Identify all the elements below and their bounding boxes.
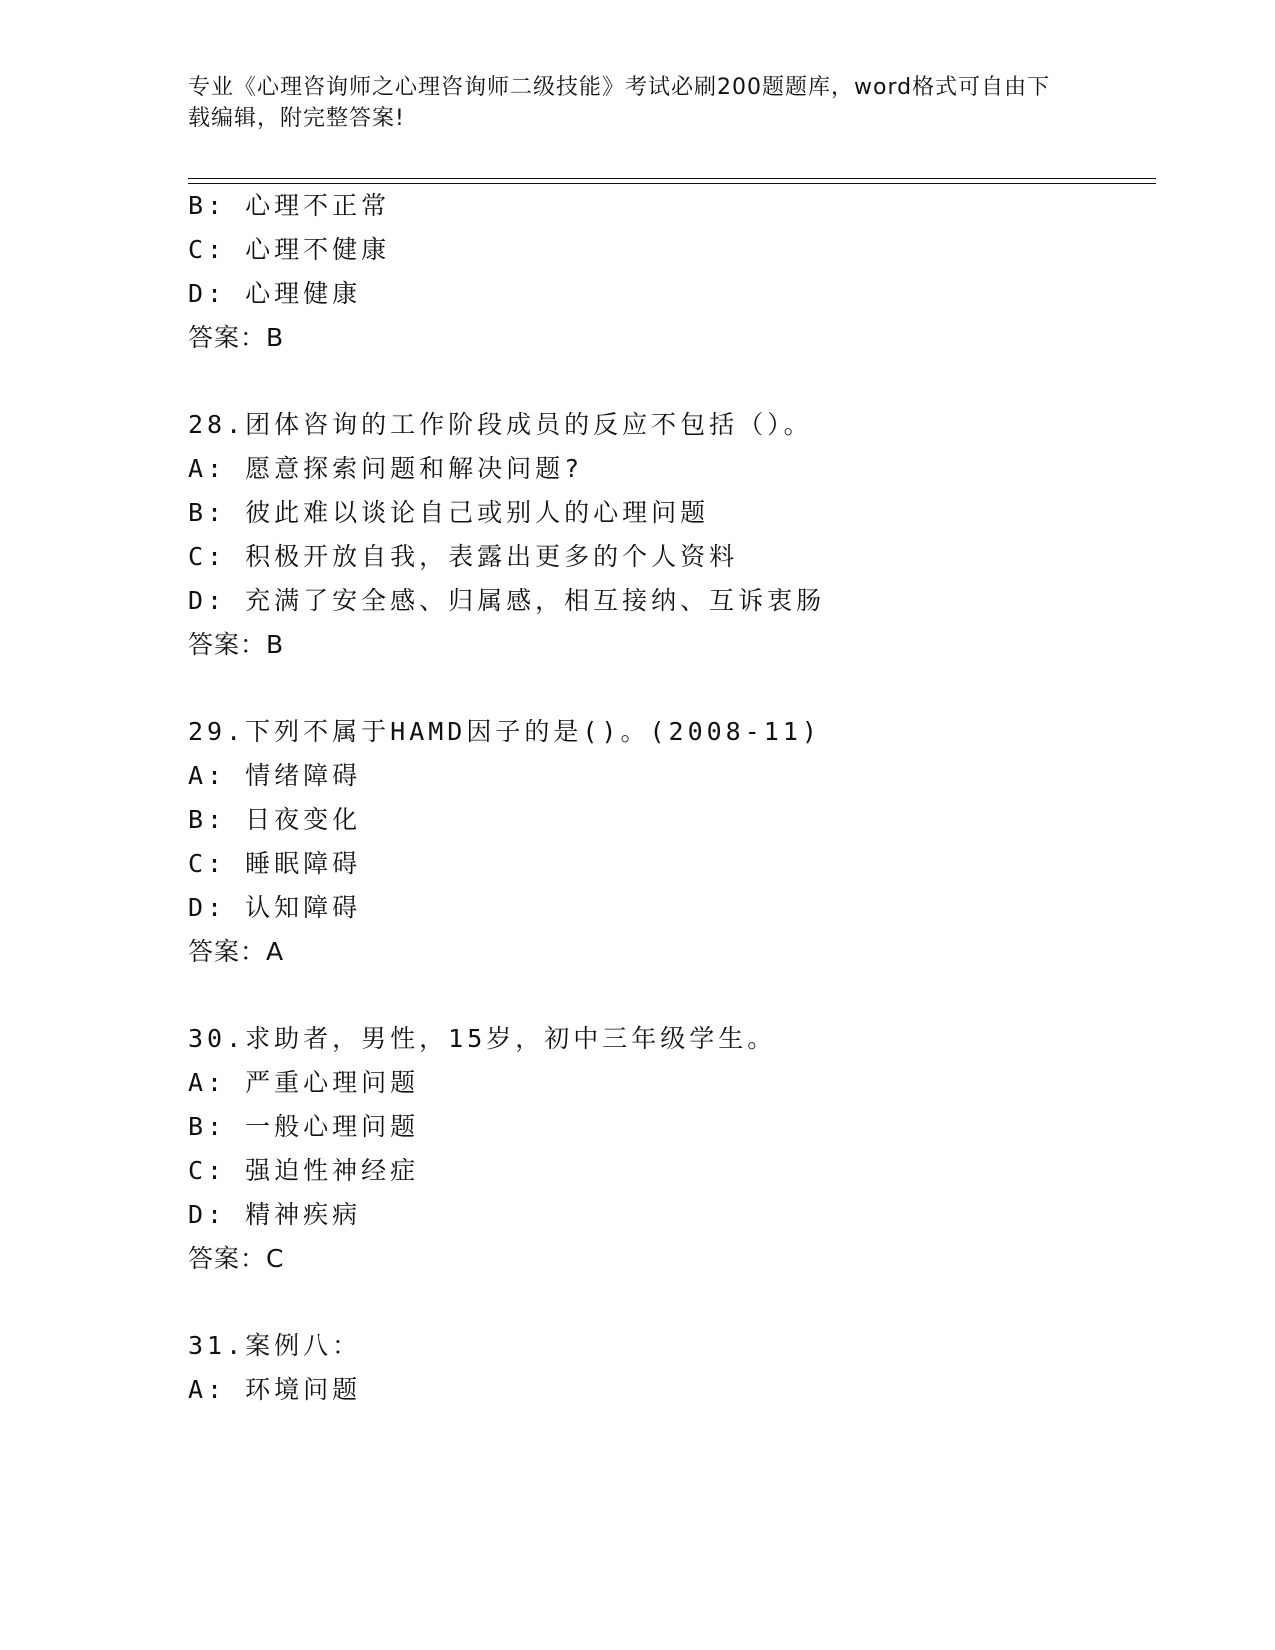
document-header: 专业《心理咨询师之心理咨询师二级技能》考试必刷200题题库，word格式可自由下载编辑，附完整答案! <box>188 75 1051 131</box>
option-d: D: 心理健康 <box>188 279 362 308</box>
option-a: A: 愿意探索问题和解决问题? <box>188 454 584 483</box>
question-stem-28: 28.团体咨询的工作阶段成员的反应不包括（）。 <box>188 410 813 439</box>
option-b: B: 心理不正常 <box>188 191 391 220</box>
question-stem-30: 30.求助者，男性，15岁，初中三年级学生。 <box>188 1024 777 1053</box>
option-c: C: 心理不健康 <box>188 235 391 264</box>
option-a: A: 环境问题 <box>188 1375 362 1404</box>
header-divider-top <box>188 178 1156 179</box>
question-stem-29: 29.下列不属于HAMD因子的是()。(2008-11) <box>188 717 821 746</box>
option-b: B: 一般心理问题 <box>188 1112 420 1141</box>
answer-line: 答案：B <box>188 323 285 352</box>
answer-line: 答案：B <box>188 630 285 659</box>
option-a: A: 情绪障碍 <box>188 761 362 790</box>
option-b: B: 彼此难以谈论自己或别人的心理问题 <box>188 498 710 527</box>
header-divider-bottom <box>188 183 1156 184</box>
option-d: D: 认知障碍 <box>188 893 362 922</box>
option-b: B: 日夜变化 <box>188 805 362 834</box>
option-c: C: 积极开放自我，表露出更多的个人资料 <box>188 542 739 571</box>
option-d: D: 精神疾病 <box>188 1200 362 1229</box>
option-a: A: 严重心理问题 <box>188 1068 420 1097</box>
answer-line: 答案：C <box>188 1244 285 1273</box>
option-d: D: 充满了安全感、归属感，相互接纳、互诉衷肠 <box>188 586 826 615</box>
question-stem-31: 31.案例八： <box>188 1331 362 1360</box>
option-c: C: 睡眠障碍 <box>188 849 362 878</box>
option-c: C: 强迫性神经症 <box>188 1156 420 1185</box>
answer-line: 答案：A <box>188 937 285 966</box>
